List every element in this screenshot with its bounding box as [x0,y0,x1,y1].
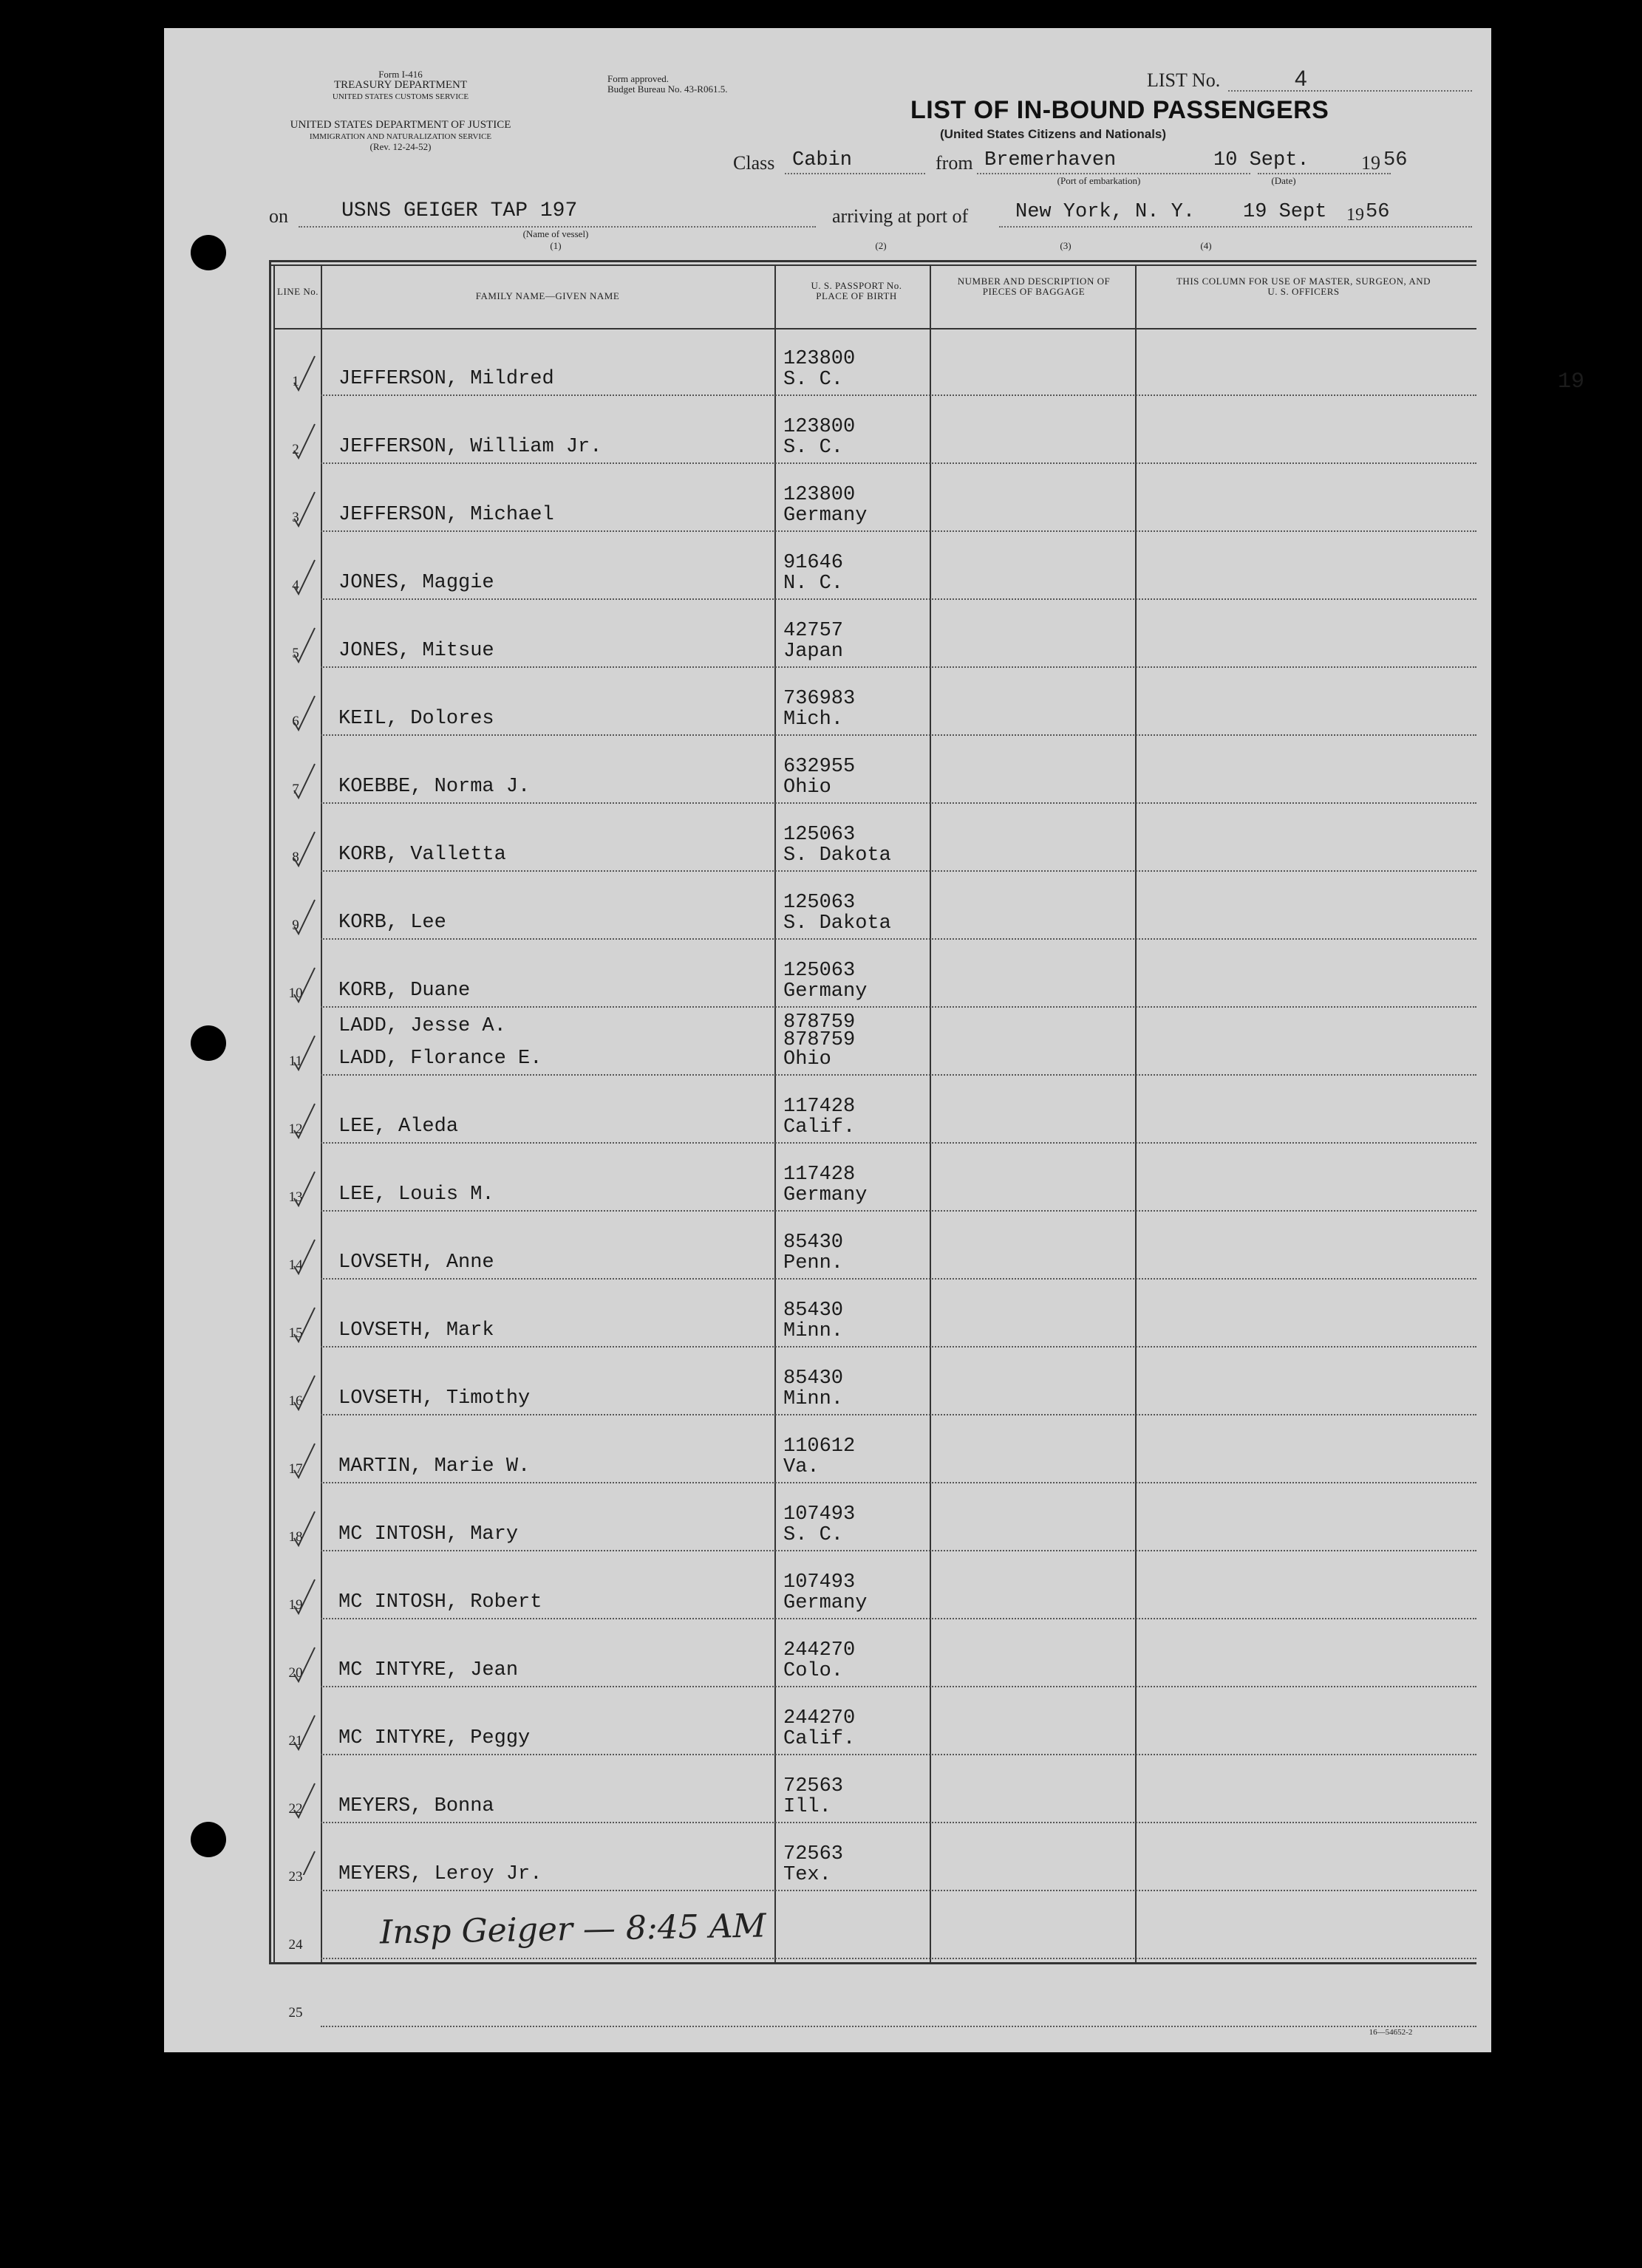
punch-hole-bottom [191,1822,226,1857]
passport-number: 244270 [783,1639,856,1661]
line-number: 18 [288,1529,303,1545]
arrival-line [999,226,1472,228]
checkmark [294,1036,315,1070]
line-number: 22 [288,1801,303,1817]
place-of-birth: Ohio [783,776,831,799]
table-row [269,668,1476,736]
place-of-birth: Ill. [783,1796,831,1818]
table-row [269,464,1476,532]
treasury-dept: TREASURY DEPARTMENT [333,79,468,91]
checkmark [294,696,315,730]
checkmark [294,832,315,866]
vessel-caption: (Name of vessel) [522,228,589,239]
place-of-birth: Japan [783,641,844,663]
passenger-name: MARTIN, Marie W. [338,1455,531,1478]
place-of-birth: Ohio [783,1048,831,1070]
passport-number: 125063 [783,892,856,914]
manifest-table [269,260,1585,2021]
checkmark [294,1512,315,1545]
customs-service: UNITED STATES CUSTOMS SERVICE [332,92,469,101]
checkmark [294,1647,315,1681]
passenger-name: LOVSETH, Timothy [338,1387,531,1410]
class-label: Class [733,152,775,174]
checkmark [294,1308,315,1342]
port-caption: (Port of embarkation) [1057,175,1141,186]
vessel-name: USNS GEIGER TAP 197 [341,199,578,222]
passenger-name: MEYERS, Bonna [338,1795,494,1817]
passenger-name: MC INTYRE, Peggy [338,1727,531,1749]
table-row [269,532,1476,600]
arriving-label: arriving at port of [832,205,969,227]
passport-number: 878759 [783,1011,856,1034]
punch-hole-top [191,235,226,270]
checkmark [294,1240,315,1274]
passenger-name: MC INTOSH, Mary [338,1523,519,1545]
revision-date: (Rev. 12-24-52) [369,141,432,152]
line-number: 20 [288,1665,303,1681]
table-row [269,396,1476,464]
line-number: 7 [292,782,299,797]
line-number: 3 [292,510,299,525]
from-label: from [936,152,973,174]
embark-date: 10 Sept. [1213,149,1309,171]
table-row [269,872,1476,940]
passport-number: 85430 [783,1299,844,1322]
passport-number: 123800 [783,416,856,438]
checkmarks [290,324,334,1875]
passport-number: 110612 [783,1435,856,1458]
line-number: 25 [288,2005,303,2021]
passenger-name: LEE, Aleda [338,1116,459,1138]
passenger-name: JONES, Maggie [338,572,494,594]
line-number: 12 [288,1121,303,1137]
line-number: 6 [292,714,299,729]
passenger-name: MEYERS, Leroy Jr. [338,1863,542,1885]
on-label: on [269,205,288,227]
manifest-sheet [164,28,1585,2052]
date-line [1258,173,1391,174]
passenger-name: KOEBBE, Norma J. [338,776,531,798]
place-of-birth: Minn. [783,1388,844,1410]
checkmark [294,356,315,390]
passport-number: 123800 [783,484,856,506]
table-row [269,1076,1476,1144]
passenger-name: KORB, Duane [338,980,471,1002]
arrival-year: 56 [1366,201,1390,223]
line-number: 10 [288,986,303,1001]
table-row [269,1008,1476,1076]
table-row [269,1415,1476,1483]
place-of-birth: Colo. [783,1660,844,1682]
checkmark [294,1376,315,1410]
passenger-name: LEE, Louis M. [338,1183,494,1206]
table-row [269,1144,1476,1212]
passport-number: 72563 [783,1775,844,1797]
checkmark [294,1172,315,1206]
table-row [269,1755,1476,1823]
header-passport: U. S. PASSPORT No. PLACE OF BIRTH [811,280,902,301]
table-row [269,328,1476,396]
table-top-border [269,260,1476,262]
year-value: 56 [1383,149,1408,171]
table-row [269,1619,1476,1687]
caption-4: (4) [1200,240,1212,251]
checkmark [294,560,315,594]
passport-number: 244270 [783,1707,856,1729]
passport-number: 91646 [783,552,844,574]
caption-2: (2) [875,240,887,251]
header-line-no: LINE No. [277,286,318,297]
passport-number: 107493 [783,1503,856,1526]
table-row [269,804,1476,872]
checkmark [294,1104,315,1138]
class-line [785,173,925,174]
checkmark [294,1444,315,1478]
line-number: 17 [288,1461,303,1477]
line-number: 23 [288,1869,303,1885]
header-name: FAMILY NAME—GIVEN NAME [475,290,620,301]
passenger-name: KORB, Lee [338,912,446,934]
place-of-birth: S. Dakota [783,912,891,935]
line-number: 16 [288,1393,303,1409]
line-number: 5 [292,646,299,661]
line-number: 8 [292,850,299,865]
place-of-birth: S. C. [783,1524,844,1546]
table-row [269,600,1476,668]
passport-number: 123800 [783,348,856,370]
table-row [269,1212,1476,1280]
passenger-name: LOVSETH, Mark [338,1319,494,1342]
passenger-name: LADD, Jesse A. [338,1015,506,1037]
embark-port: Bremerhaven [984,149,1117,171]
place-of-birth: N. C. [783,573,844,595]
passport-number: 117428 [783,1164,856,1186]
arrival-year-prefix: 19 [1346,205,1364,225]
list-no-label: LIST No. [1147,69,1221,91]
passenger-name: KEIL, Dolores [338,708,494,730]
list-no-line [1228,90,1472,92]
table-top-border-inner [269,264,1476,266]
table-row [269,1280,1476,1348]
checkmark [294,1783,315,1817]
caption-3: (3) [1060,240,1072,251]
place-of-birth: S. C. [783,437,844,459]
checkmark [294,764,315,798]
passport-number: 117428 [783,1096,856,1118]
table-row [269,1959,1476,2027]
passport-number: 85430 [783,1232,844,1254]
date-caption: (Date) [1271,175,1296,186]
table-row [269,940,1476,1008]
table-row [269,1687,1476,1755]
punch-hole-middle [191,1025,226,1061]
ins-service: IMMIGRATION AND NATURALIZATION SERVICE [309,132,492,141]
form-approved: Form approved. [607,73,670,84]
from-line [977,173,1250,174]
header-officers: THIS COLUMN FOR USE OF MASTER, SURGEON, AND U. S. OFFICERS [1176,276,1431,297]
passenger-name: JEFFERSON, William Jr. [338,436,602,458]
page-subtitle: (United States Citizens and Nationals) [940,127,1167,141]
table-row [269,1483,1476,1551]
passport-number: 107493 [783,1571,856,1594]
line-number: 24 [288,1937,303,1953]
line-number: 4 [292,578,299,593]
passenger-name: LOVSETH, Anne [338,1251,494,1274]
checkmark [294,1715,315,1749]
checkmark [294,492,315,526]
line-number: 2 [292,442,299,457]
place-of-birth: Mich. [783,708,844,731]
caption-1: (1) [550,240,562,251]
justice-dept: UNITED STATES DEPARTMENT OF JUSTICE [290,119,511,131]
passport-number: 878759 [783,1029,856,1051]
place-of-birth: Germany [783,980,868,1003]
passport-number: 125063 [783,960,856,982]
checkmark [294,424,315,458]
passport-number: 72563 [783,1843,844,1865]
handwritten-note: Insp Geiger — 8:45 AM [379,1907,766,1952]
footer-code: 16—54652-2 [1369,2028,1413,2037]
table-row [269,1348,1476,1415]
passport-number: 736983 [783,688,856,710]
checkmark [294,968,315,1002]
line-number: 14 [288,1257,303,1273]
vessel-line [299,226,816,228]
table-row [269,736,1476,804]
year-prefix: 19 [1361,152,1380,174]
place-of-birth: S. C. [783,369,844,391]
checkmark [294,1579,315,1613]
line-number: 15 [288,1325,303,1341]
page-title: LIST OF IN-BOUND PASSENGERS [910,96,1329,124]
line-number: 9 [292,918,299,933]
line-number: 1 [292,374,299,389]
line-number: 11 [288,1053,303,1069]
checkmark [294,628,315,662]
passport-number: 632955 [783,756,856,778]
table-row [269,1551,1476,1619]
class-value: Cabin [792,149,853,171]
budget-bureau: Budget Bureau No. 43-R061.5. [607,83,728,95]
arrival-date: 19 Sept [1243,201,1327,223]
passenger-name: MC INTOSH, Robert [338,1591,542,1613]
place-of-birth: Germany [783,505,868,527]
arrival-port: New York, N. Y. [1015,201,1196,223]
row-divider [321,2026,1476,2027]
passenger-name: JONES, Mitsue [338,640,494,662]
checkmark [294,900,315,934]
place-of-birth: Penn. [783,1252,844,1274]
checkmark [294,1851,315,1875]
place-of-birth: Calif. [783,1116,856,1138]
passenger-name: JEFFERSON, Mildred [338,368,554,390]
passport-number: 85430 [783,1367,844,1390]
place-of-birth: Germany [783,1184,868,1206]
place-of-birth: Va. [783,1456,820,1478]
place-of-birth: S. Dakota [783,844,891,867]
place-of-birth: Germany [783,1592,868,1614]
place-of-birth: Minn. [783,1320,844,1342]
passenger-name: KORB, Valletta [338,844,506,866]
header-baggage: NUMBER AND DESCRIPTION OF PIECES OF BAGGAGE [957,276,1111,297]
form-number: Form I-416 [378,69,423,80]
table-body [269,328,1476,2021]
passenger-name: MC INTYRE, Jean [338,1659,519,1681]
place-of-birth: Tex. [783,1864,831,1886]
line-number: 21 [288,1733,303,1749]
table-row [269,1823,1476,1891]
place-of-birth: Calif. [783,1728,856,1750]
passport-number: 42757 [783,620,844,642]
passport-number: 125063 [783,824,856,846]
passenger-name: JEFFERSON, Michael [338,504,554,526]
line-number: 13 [288,1189,303,1205]
line-number: 19 [288,1597,303,1613]
margin-count: 19 [1558,369,1585,394]
passenger-name: LADD, Florance E. [338,1048,542,1070]
list-no-value: 4 [1295,66,1307,91]
